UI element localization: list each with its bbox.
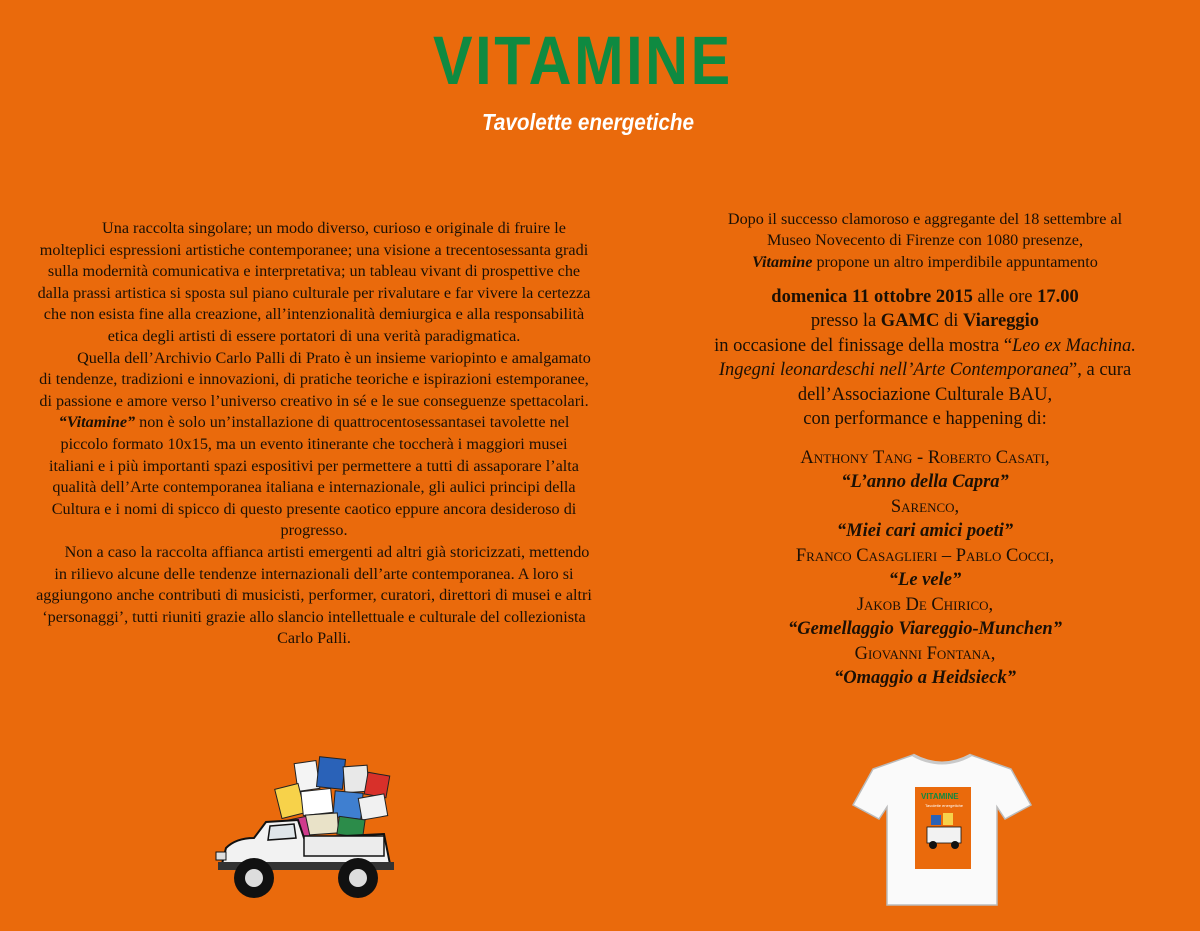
event-city: Viareggio xyxy=(963,311,1040,332)
performance-intro: con performance e happening di: xyxy=(803,409,1047,430)
paragraph-4: Non a caso la raccolta affianca artisti emergenti ad altri già storicizzati, mettendo in rilievo alcune delle tendenze internazionali dell’arte contemporanea. A loro si aggiungono anche contributi di musicisti, performer, curatori, direttori di musei e altri ‘personaggi’, tutti riuniti grazie allo slancio intellettuale e culturale del collezionista xyxy=(36,542,592,626)
performance-artists: Jakob De Chirico, xyxy=(856,594,994,615)
performance-title: “Gemellaggio Viareggio-Munchen” xyxy=(788,619,1062,640)
performance-title: “Miei cari amici poeti” xyxy=(836,521,1014,542)
truck-illustration xyxy=(208,752,420,912)
signature: Carlo Palli. xyxy=(277,629,351,648)
performance-artists: Anthony Tang - Roberto Casati, xyxy=(800,447,1050,468)
intro-line-3: Vitamine propone un altro imperdibile appuntamento xyxy=(752,252,1098,271)
paragraph-3: “Vitamine” non è solo un’installazione di quattrocentosessantasei tavolette nel piccolo formato 10x15, ma un evento itinerante che toccherà i maggiori musei italiani e i più importanti spazi espositivi per permettere a tutti di assaporare l’alta qualità dell’Arte contemporanea italiana e internazionale, gli aulici principi della Cultura e i nomi di spicco di questo presente caotico eppure ancora desideroso di progresso. xyxy=(49,413,579,540)
exhibition-name-b: Ingegni leonardeschi nell’Arte Contemporanea xyxy=(718,360,1070,381)
performance-artists: Sarenco, xyxy=(890,496,960,517)
right-text-column xyxy=(655,209,1195,691)
event-date: domenica 11 ottobre 2015 xyxy=(771,286,973,307)
performance-title: “Le vele” xyxy=(888,570,962,591)
event-details xyxy=(655,285,1195,432)
left-text-column xyxy=(36,218,592,650)
curator-line: dell’Associazione Culturale BAU, xyxy=(797,384,1053,405)
event-date-line: domenica 11 ottobre 2015 alle ore 17.00 xyxy=(771,286,1079,307)
tshirt-image xyxy=(851,749,1033,909)
performance-artists: Franco Casaglieri – Pablo Cocci, xyxy=(795,545,1055,566)
page-subtitle: Tavolette energetiche xyxy=(482,109,695,135)
paragraph-2: Quella dell’Archivio Carlo Palli di Prato è un insieme variopinto e amalgamato di tendenze, tradizioni e innovazioni, di pratiche teoriche e ispirazioni estemporanee, di passione e amore verso l’universo creativo in sé e le sue conseguenze spettacolari. xyxy=(39,348,591,410)
performance-title: “L’anno della Capra” xyxy=(841,472,1009,493)
vitamine-quote: “Vitamine” xyxy=(58,413,136,432)
tshirt-print-title: VITAMINE xyxy=(921,792,959,801)
exhibition-name-a: Leo ex Machina. xyxy=(1012,335,1136,356)
intro-line-1: Dopo il successo clamoroso e aggregante del 18 settembre al xyxy=(727,210,1123,228)
performance-list xyxy=(655,446,1195,691)
occasion-line-2: Ingegni leonardeschi nell’Arte Contemporanea”, a cura xyxy=(718,360,1132,381)
paragraph-1: Una raccolta singolare; un modo diverso, curioso e originale di fruire le molteplici espressioni artistiche contemporanee; una visione a trecentosessanta gradi sulla modernità comunicativa e interpretativa; un tableau vivant di prospettive che dalla prassi artistica si sposta sul piano culturale per rivalutare e far vivere la certezza che non esista fine alla creazione, all’intenzionalità demiurgica e alla responsabilità etica degli artisti di essere portatori di una verità paradigmatica. xyxy=(37,219,591,345)
performance-artists: Giovanni Fontana, xyxy=(854,643,996,664)
intro-line-2: Museo Novecento di Firenze con 1080 presenze, xyxy=(766,231,1083,250)
event-venue-line: presso la GAMC di Viareggio xyxy=(810,311,1040,332)
page-title: VITAMINE xyxy=(433,22,733,99)
occasion-line: in occasione del finissage della mostra “Leo ex Machina. xyxy=(714,335,1136,356)
event-venue: GAMC xyxy=(880,311,940,332)
event-time: 17.00 xyxy=(1037,286,1079,307)
tshirt-print-subtitle: Tavolette energetiche xyxy=(925,803,964,808)
performance-title: “Omaggio a Heidsieck” xyxy=(834,668,1016,689)
